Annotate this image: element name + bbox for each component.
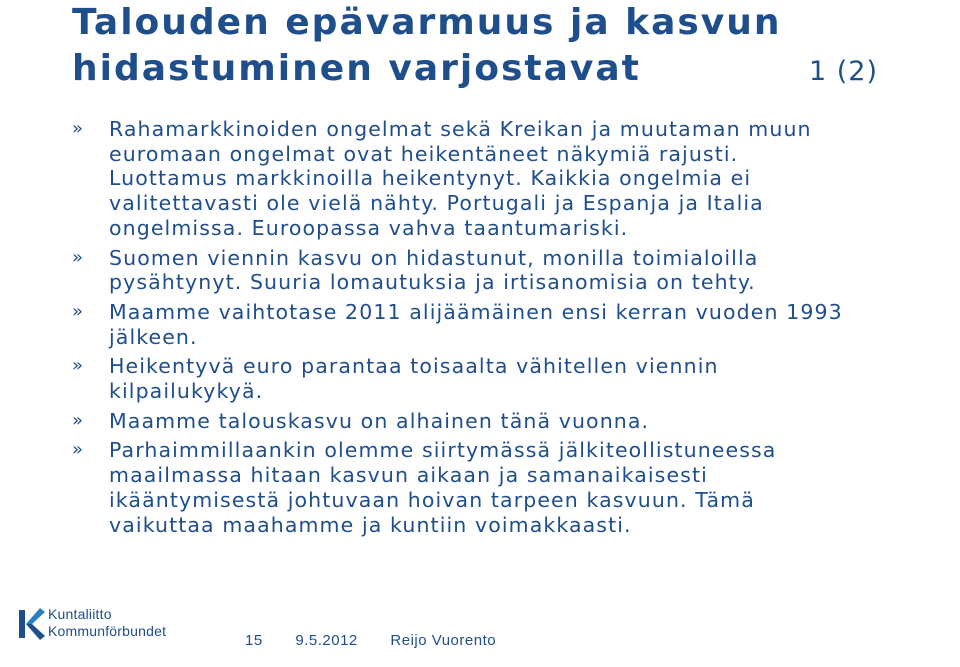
slide-title [72, 0, 892, 92]
bullet-marker: » [72, 409, 85, 431]
bullet-text: Heikentyvä euro parantaa toisaalta vähitellen viennin kilpailukykyä. [109, 354, 719, 404]
footer-date: 9.5.2012 [295, 632, 358, 649]
bullet-marker: » [72, 439, 85, 461]
bullet-item [72, 117, 852, 241]
footer-author: Reijo Vuorento [390, 632, 497, 649]
bullet-marker: » [72, 300, 85, 322]
bullet-item [72, 438, 852, 537]
slide-title-line-2: hidastuminen varjostavat [72, 48, 641, 89]
logo-line-2: Kommunförbundet [48, 623, 167, 639]
slide-footer [245, 632, 524, 649]
kuntaliitto-logo [18, 602, 208, 650]
bullet-text: Parhaimmillaankin olemme siirtymässä jälkiteollistuneessa maailmassa hitaan kasvun aikaan ja samanaikaisesti ikääntymisestä johtuvaan hoivan tarpeen kasvuun. Tämä vaikuttaa maahamme ja kuntiin voimakkaasti. [109, 438, 777, 537]
bullet-item [72, 246, 852, 295]
bullet-marker: » [72, 246, 85, 268]
bullet-marker: » [72, 118, 85, 139]
bullet-marker: » [72, 355, 85, 377]
bullet-item [72, 409, 852, 434]
bullet-text: Suomen viennin kasvu on hidastunut, monilla toimialoilla pysähtynyt. Suuria lomautuksia ja irtisanomisia on tehty. [109, 245, 759, 295]
footer-page-number: 15 [245, 632, 263, 649]
kuntaliitto-logo-icon [18, 602, 46, 642]
logo-wordmark [48, 606, 166, 640]
bullet-list [72, 117, 852, 542]
slide-page-count: 1 (2) [808, 56, 878, 87]
bullet-text: Maamme talouskasvu on alhainen tänä vuonna. [109, 408, 650, 433]
logo-line-1: Kuntaliitto [48, 606, 112, 622]
slide-title-line-1: Talouden epävarmuus ja kasvun [72, 2, 782, 43]
bullet-item [72, 300, 852, 349]
bullet-text: Rahamarkkinoiden ongelmat sekä Kreikan ja muutaman muun euromaan ongelmat ovat heikentäneet näkymiä rajusti. Luottamus markkinoilla heikentynyt. Kaikkia ongelmia ei valitettavasti ole vielä nähty. Portugali ja Espanja ja Italia ongelmissa. Euroopassa vahva taantumariski. [109, 117, 812, 240]
bullet-text: Maamme vaihtotase 2011 alijäämäinen ensi kerran vuoden 1993 jälkeen. [109, 299, 843, 349]
bullet-item [72, 354, 852, 403]
